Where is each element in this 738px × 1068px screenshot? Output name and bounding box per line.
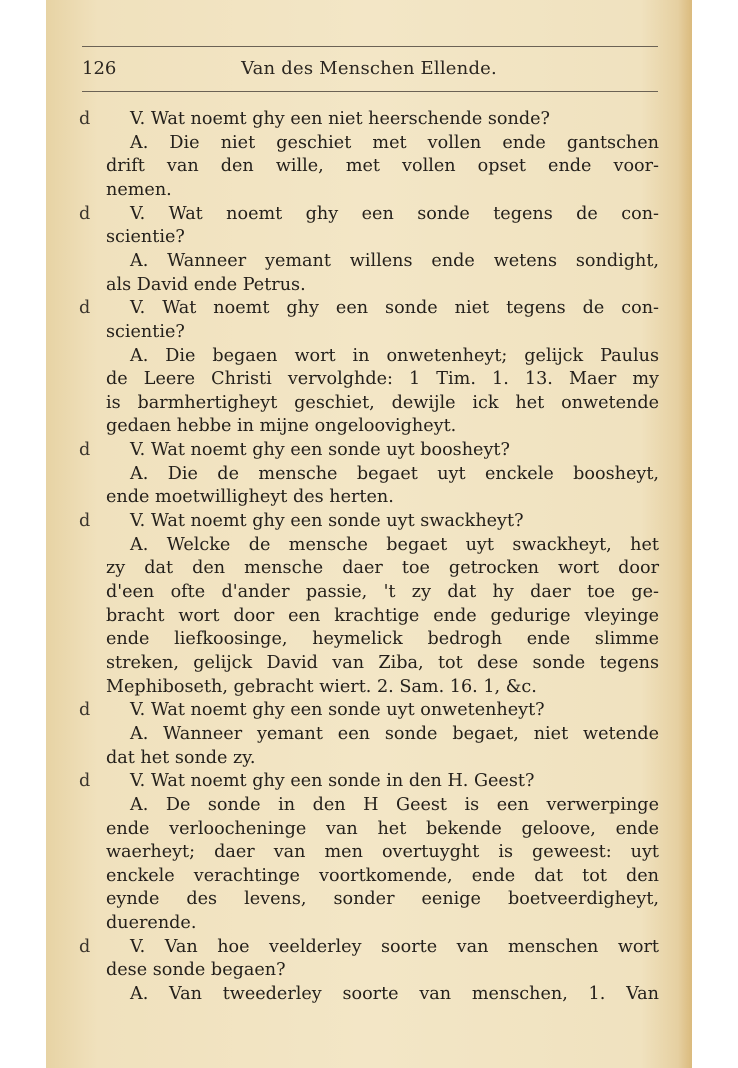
text-line: A. Die begaen wort in onwetenheyt; gelijck Paulus [130,345,659,366]
text-line: V. Wat noemt ghy een niet heerschende sonde? [130,109,550,129]
text-line: V. Wat noemt ghy een sonde uyt swackheyt? [130,511,524,532]
text-line: V. Wat noemt ghy een sonde niet tegens de con- [130,298,659,319]
text-line: de Leere Christi vervolghde: 1 Tim. 1. 13. Maer my [106,369,659,390]
text-line: A. Wanneer yemant willens ende wetens sondight, [130,250,659,271]
text-line: waerheyt; daer van men overtuyght is geweest: uyt [106,842,659,863]
text-line: zy dat den mensche daer toe getrocken wort door [106,558,659,579]
text-line: d'een ofte d'ander passie, 't zy dat hy daer toe ge- [106,582,659,602]
text-line: drift van den wille, met vollen opset ende voor- [106,156,659,177]
book-page [46,0,692,1068]
text-line: A. Wanneer yemant een sonde begaet, niet wetende [130,723,659,744]
text-line: eynde des levens, sonder eenige boetveerdigheyt, [106,889,659,910]
text-line: A. De sonde in den H Geest is een verwerpinge [130,794,659,815]
margin-marker: d [79,109,91,129]
text-line: ende liefkoosinge, heymelick bedrogh ende slimme [106,629,659,650]
text-line: streken, gelijck David van Ziba, tot dese sonde tegens [106,652,659,673]
text-line: A. Welcke de mensche begaet uyt swackheyt, het [130,534,659,555]
margin-marker: d [79,440,91,461]
text-line: A. Die de mensche begaet uyt enckele boosheyt, [130,463,659,484]
text-line: A. Die niet geschiet met vollen ende gantschen [130,132,659,153]
text-line: bracht wort door een krachtige ende gedurige vleyinge [106,605,659,626]
margin-marker: d [79,511,91,532]
text-line: V. Wat noemt ghy een sonde in den H. Geest? [130,771,535,792]
running-title: Van des Menschen Ellende. [241,58,497,79]
text-line: dese sonde begaen? [106,960,286,981]
text-line: ende verloocheninge van het bekende geloove, ende [106,818,659,839]
text-line: nemen. [106,179,172,200]
margin-marker: d [79,771,91,792]
text-line: als David ende Petrus. [106,274,306,295]
text-line: scientie? [106,227,185,248]
page-number: 126 [82,58,117,79]
text-line: scientie? [106,321,185,342]
text-line: V. Wat noemt ghy een sonde uyt onwetenheyt? [130,700,545,721]
text-line: V. Van hoe veelderley soorte van menschen wort [130,936,659,957]
text-line: duerende. [106,913,197,934]
text-line: dat het sonde zy. [106,747,256,768]
text-line: V. Wat noemt ghy een sonde uyt boosheyt? [130,440,510,461]
header-rule-bottom [82,91,658,92]
text-line: A. Van tweederley soorte van menschen, 1. Van [130,984,659,1005]
text-line: ende moetwilligheyt des herten. [106,487,394,508]
text-line: Mephiboseth, gebracht wiert. 2. Sam. 16. 1, &c. [106,676,537,697]
text-line: is barmhertigheyt geschiet, dewijle ick het onwetende [106,392,659,413]
text-line: V. Wat noemt ghy een sonde tegens de con- [130,203,659,224]
margin-marker: d [79,203,91,224]
margin-marker: d [79,936,91,957]
header-rule-top [82,46,658,47]
text-line: enckele verachtinge voortkomende, ende dat tot den [106,865,659,886]
margin-marker: d [79,700,91,721]
margin-marker: d [79,298,91,319]
text-line: gedaen hebbe in mijne ongeloovigheyt. [106,416,457,437]
